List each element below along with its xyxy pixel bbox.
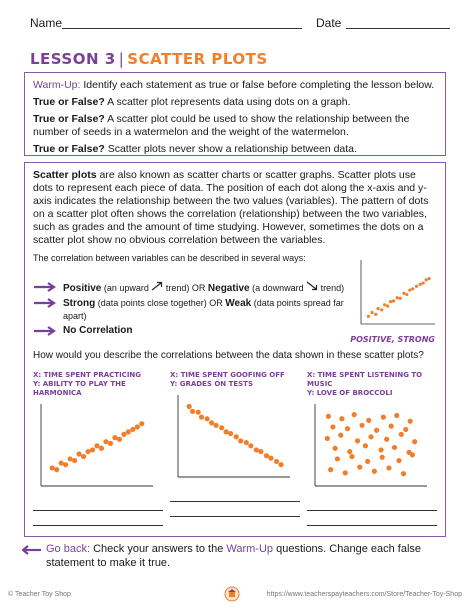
plot-2-point-3: [196, 410, 201, 415]
example-point-14: [408, 288, 411, 291]
plot-2-point-16: [258, 449, 263, 454]
plot-2-point-5: [205, 416, 210, 421]
warmup-item-2: True or False? A scatter plot could be used to show the relationship between the number of seeds in a watermelon and the weight of the watermelon.: [33, 113, 410, 138]
lesson-topic: SCATTER PLOTS: [127, 50, 268, 68]
plot-3-point-31: [396, 458, 401, 463]
plot-1-point-1: [50, 465, 55, 470]
plot-1-point-5: [68, 456, 73, 461]
plot-card-1: [33, 371, 163, 526]
plot-3-point-16: [355, 438, 360, 443]
example-points: [367, 277, 431, 318]
answer-line-1b[interactable]: [33, 525, 163, 526]
plot-1-point-13: [103, 439, 108, 444]
plot-3-point-8: [330, 424, 335, 429]
example-point-11: [399, 297, 402, 300]
arrow-down-right-icon: [306, 281, 318, 291]
plot-1-point-4: [63, 462, 68, 467]
example-point-1: [367, 315, 370, 318]
scatter-plot-1: [33, 400, 157, 496]
plot-1-point-3: [59, 460, 64, 465]
plot-3-point-19: [399, 432, 404, 437]
date-label: Date: [316, 16, 342, 30]
plot-3-point-5: [381, 415, 386, 420]
teacher-toy-shop-logo-icon: [224, 586, 240, 602]
plot-3-points: [325, 412, 418, 476]
arrow-right-icon: [33, 326, 57, 336]
plot-3-point-6: [394, 413, 399, 418]
footer: [0, 588, 470, 602]
plot-1-point-14: [108, 441, 113, 446]
arrow-right-icon: [33, 282, 57, 292]
warmup-item-1: True or False? A scatter plot represents data using dots on a graph.: [33, 96, 351, 108]
plot-card-3: [307, 371, 437, 526]
plot-1-point-7: [76, 451, 81, 456]
plot-3-point-15: [338, 433, 343, 438]
example-point-16: [415, 285, 418, 288]
arrow-left-icon: [22, 545, 42, 555]
plot-2-point-18: [268, 456, 273, 461]
lesson-number: LESSON 3: [30, 50, 116, 68]
plot-1-x-caption: X: TIME SPENT PRACTICING: [33, 371, 142, 379]
plot-2-point-8: [219, 425, 224, 430]
correlation-intro: The correlation between variables can be described in several ways:: [33, 253, 306, 263]
bullet-strength: Strong (data points close together) OR Weak (data points spread far apart): [33, 297, 363, 323]
example-label: POSITIVE, STRONG: [350, 335, 435, 344]
plot-card-2: [170, 371, 300, 517]
example-point-7: [386, 304, 389, 307]
plot-3-point-27: [335, 456, 340, 461]
plot-1-point-21: [139, 421, 144, 426]
warmup-intro: Warm-Up: Identify each statement as true or false before completing the lesson below.: [33, 79, 435, 91]
plot-1-point-16: [117, 437, 122, 442]
plot-2-y-caption: Y: GRADES ON TESTS: [170, 380, 253, 388]
example-point-10: [396, 296, 399, 299]
example-point-6: [383, 303, 386, 306]
plot-3-point-3: [352, 412, 357, 417]
plot-1-point-12: [99, 446, 104, 451]
plot-2-point-14: [248, 443, 253, 448]
plot-3-point-10: [359, 423, 364, 428]
plot-3-point-33: [328, 467, 333, 472]
plot-3-point-1: [326, 414, 331, 419]
plots-question: How would you describe the correlations between the data shown in these scatter plots?: [33, 350, 424, 361]
plot-2-point-10: [228, 431, 233, 436]
plot-1-point-17: [121, 432, 126, 437]
plot-1-point-9: [85, 449, 90, 454]
plot-3-point-25: [392, 445, 397, 450]
answer-line-3b[interactable]: [307, 525, 437, 526]
name-label: Name: [30, 16, 63, 30]
example-point-17: [419, 283, 422, 286]
plot-1-point-18: [126, 429, 131, 434]
plot-3-point-21: [333, 446, 338, 451]
answer-line-3a[interactable]: [307, 510, 437, 511]
plot-3-point-30: [380, 455, 385, 460]
plot-2-point-7: [213, 423, 218, 428]
title-separator: |: [118, 50, 125, 68]
plot-3-point-23: [363, 443, 368, 448]
plot-1-point-10: [90, 447, 95, 452]
example-point-15: [411, 287, 414, 290]
plot-2-point-17: [264, 453, 269, 458]
scatter-plot-2: [170, 391, 294, 487]
plot-2-point-19: [274, 459, 279, 464]
plot-2-point-2: [190, 409, 195, 414]
plot-2-point-12: [238, 438, 243, 443]
scatter-plot-3: [307, 400, 431, 496]
term-scatter-plots: Scatter plots: [33, 169, 97, 181]
plot-3-point-29: [365, 459, 370, 464]
plot-3-x-caption: X: TIME SPENT LISTENING TO MUSIC: [307, 371, 423, 388]
plot-2-x-caption: X: TIME SPENT GOOFING OFF: [170, 371, 285, 379]
go-back-instruction: Go back: Check your answers to the Warm-Up questions. Change each false statement to make it true.: [22, 542, 452, 570]
plot-3-point-38: [401, 471, 406, 476]
plot-3-point-24: [378, 447, 383, 452]
example-point-2: [371, 311, 374, 314]
example-point-8: [389, 300, 392, 303]
correlation-list: [33, 281, 363, 339]
plot-2-point-4: [199, 415, 204, 420]
plot-3-point-32: [410, 452, 415, 457]
plot-3-point-36: [372, 469, 377, 474]
plot-1-point-15: [112, 435, 117, 440]
plot-3-point-34: [343, 470, 348, 475]
plot-3-point-11: [374, 428, 379, 433]
plot-3-point-18: [384, 437, 389, 442]
lesson-box: [24, 162, 446, 537]
lesson-paragraph: Scatter plots are also known as scatter charts or scatter graphs. Scatter plots use dots to represent each piece of data. The position of each dot along the x-axis and y-axis indicates the relationship between the two values (variables). The pattern of dots on a scatter plot often shows the correlation (relationship) between the two variables, such as grades and the amount of time studying. However, sometimes the dots on a scatter plot show no obvious correlation between the variables.: [33, 169, 429, 246]
example-point-12: [402, 292, 405, 295]
plot-1-points: [50, 421, 145, 472]
bullet-none: No Correlation: [33, 325, 363, 337]
answer-line-1a[interactable]: [33, 510, 163, 511]
warmup-item-3: True or False? Scatter plots never show a relationship between data.: [33, 143, 357, 155]
example-scatter-plot: [357, 258, 437, 330]
name-field-line[interactable]: [62, 28, 302, 29]
plot-1-point-6: [72, 458, 77, 463]
arrow-right-icon: [33, 298, 57, 308]
plot-3-point-37: [386, 465, 391, 470]
plot-3-point-2: [339, 416, 344, 421]
plot-3-point-14: [325, 436, 330, 441]
example-point-5: [380, 308, 383, 311]
plot-3-point-12: [389, 424, 394, 429]
plot-3-point-9: [345, 426, 350, 431]
arrow-up-right-icon: [151, 281, 163, 291]
plot-2-point-9: [224, 429, 229, 434]
name-date-row: [30, 14, 450, 34]
warmup-box: [24, 72, 446, 156]
plot-2-point-11: [234, 434, 239, 439]
plot-1-point-2: [54, 467, 59, 472]
plot-1-point-19: [130, 427, 135, 432]
plot-2-point-13: [244, 440, 249, 445]
example-point-20: [427, 277, 430, 280]
plot-3-point-28: [349, 454, 354, 459]
bullet-direction: Positive (an upward trend) OR Negative (a downward trend): [33, 281, 363, 295]
plot-3-point-35: [357, 465, 362, 470]
page-title: [30, 50, 268, 68]
plot-3-y-caption: Y: LOVE OF BROCCOLI: [307, 389, 393, 397]
example-point-3: [374, 313, 377, 316]
plot-2-point-15: [254, 447, 259, 452]
plot-1-point-11: [94, 443, 99, 448]
plot-3-point-17: [368, 434, 373, 439]
plot-3-point-4: [366, 418, 371, 423]
store-url: https://www.teacherspayteachers.com/Store/Teacher-Toy-Shop: [266, 591, 462, 598]
plot-3-point-7: [408, 419, 413, 424]
plot-2-point-6: [209, 420, 214, 425]
example-point-9: [392, 299, 395, 302]
example-point-19: [425, 278, 428, 281]
go-back-label: Go back:: [46, 543, 91, 555]
plot-1-point-8: [81, 454, 86, 459]
example-point-4: [376, 307, 379, 310]
plot-3-point-20: [412, 439, 417, 444]
answer-line-2b[interactable]: [170, 516, 300, 517]
example-point-13: [405, 293, 408, 296]
plot-2-points: [187, 404, 284, 467]
warmup-label: Warm-Up:: [33, 79, 81, 91]
plot-2-point-1: [187, 404, 192, 409]
copyright: © Teacher Toy Shop: [8, 591, 71, 598]
plot-3-point-13: [403, 427, 408, 432]
answer-line-2a[interactable]: [170, 501, 300, 502]
plot-1-y-caption: Y: ABILITY TO PLAY THE HARMONICA: [33, 380, 126, 397]
plot-2-point-20: [278, 462, 283, 467]
plot-3-point-22: [347, 449, 352, 454]
warmup-reference: Warm-Up: [226, 543, 274, 555]
plot-1-point-20: [135, 424, 140, 429]
example-point-18: [422, 281, 425, 284]
date-field-line[interactable]: [346, 28, 450, 29]
